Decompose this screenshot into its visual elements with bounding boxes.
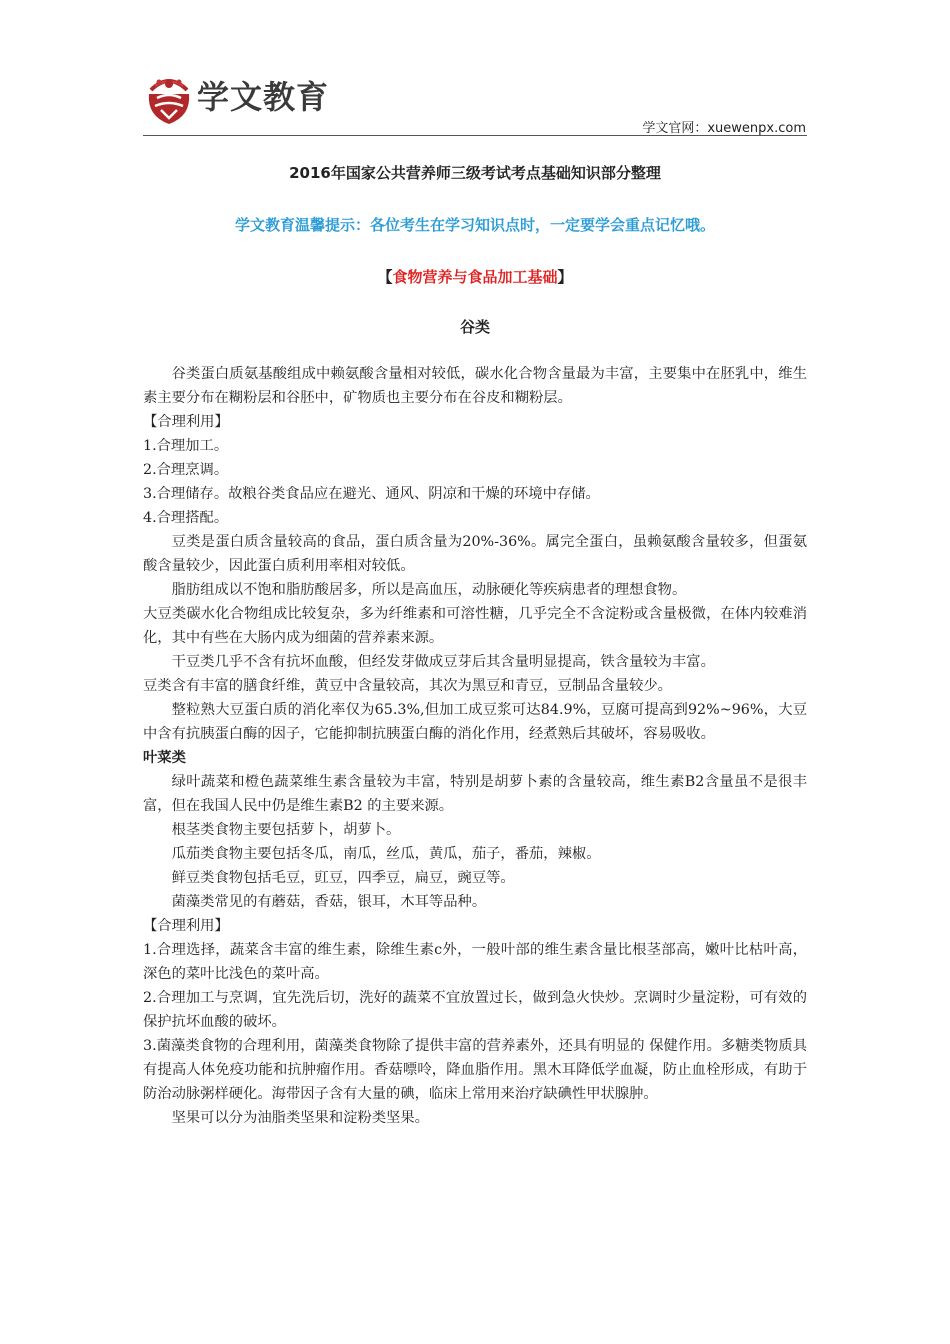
paragraph: 干豆类几乎不含有抗坏血酸，但经发芽做成豆芽后其含量明显提高，铁含量较为丰富。 [171, 654, 715, 670]
header-divider [143, 135, 807, 136]
page-title: 2016年国家公共营养师三级考试考点基础知识部分整理 [289, 164, 661, 182]
paragraph: 豆类含有丰富的膳食纤维，黄豆中含量较高，其次为黑豆和青豆，豆制品含量较少。 [143, 678, 672, 694]
paragraph: 谷类蛋白质氨基酸组成中赖氨酸含量相对较低，碳水化合物含量最为丰富，主要集中在胚乳中，维生素主要分布在糊粉层和谷胚中，矿物质也主要分布在谷皮和糊粉层。 [143, 366, 807, 406]
paragraph-heading: 叶菜类 [143, 750, 186, 766]
paragraph: 坚果可以分为油脂类坚果和淀粉类坚果。 [171, 1110, 429, 1126]
paragraph: 【合理利用】 [143, 414, 229, 430]
site-url: 学文官网：xuewenpx.com [642, 121, 806, 136]
paragraph: 2.合理烹调。 [143, 462, 229, 478]
logo [145, 68, 335, 126]
bracket-open: 【 [377, 268, 393, 286]
paragraph: 菌藻类常见的有蘑菇，香菇，银耳，木耳等品种。 [171, 894, 487, 910]
paragraph: 1.合理选择，蔬菜含丰富的维生素，除维生素c外，一般叶部的维生素含量比根茎部高，嫩叶比枯叶高，深色的菜叶比浅色的菜叶高。 [143, 942, 807, 982]
paragraph: 鲜豆类食物包括毛豆，豇豆，四季豆，扁豆，豌豆等。 [171, 870, 515, 886]
section-heading [143, 266, 807, 287]
paragraph: 豆类是蛋白质含量较高的食品，蛋白质含量为20%-36%。属完全蛋白，虽赖氨酸含量较多，但蛋氨酸含量较少，因此蛋白质利用率相对较低。 [143, 534, 807, 574]
body-text [143, 362, 807, 1130]
paragraph: 脂肪组成以不饱和脂肪酸居多，所以是高血压，动脉硬化等疾病患者的理想食物。 [171, 582, 687, 598]
paragraph: 瓜茄类食物主要包括冬瓜，南瓜，丝瓜，黄瓜，茄子，番茄，辣椒。 [171, 846, 601, 862]
bracket-close: 】 [557, 268, 573, 286]
paragraph: 3.合理储存。故粮谷类食品应在避光、通风、阴凉和干燥的环境中存储。 [143, 486, 600, 502]
paragraph: 1.合理加工。 [143, 438, 229, 454]
logo-text: 学文教育 [197, 78, 330, 116]
reminder-text: 学文教育温馨提示：各位考生在学习知识点时，一定要学会重点记忆哦。 [234, 216, 715, 234]
paragraph: 根茎类食物主要包括萝卜，胡萝卜。 [171, 822, 401, 838]
subheading: 谷类 [459, 318, 490, 336]
paragraph: 绿叶蔬菜和橙色蔬菜维生素含量较为丰富，特别是胡萝卜素的含量较高，维生素B2含量虽不是很丰富，但在我国人民中仍是维生素B2 的主要来源。 [143, 774, 807, 814]
section-heading-label: 食物营养与食品加工基础 [392, 268, 558, 286]
logo-emblem-icon [145, 68, 193, 126]
paragraph: 大豆类碳水化合物组成比较复杂，多为纤维素和可溶性糖，几乎完全不含淀粉或含量极微，在体内较难消化，其中有些在大肠内成为细菌的营养素来源。 [143, 606, 807, 646]
paragraph: 整粒熟大豆蛋白质的消化率仅为65.3%,但加工成豆浆可达84.9%，豆腐可提高到92%~96%，大豆中含有抗胰蛋白酶的因子，它能抑制抗胰蛋白酶的消化作用，经煮熟后其破坏，容易吸收。 [143, 702, 807, 742]
paragraph: 【合理利用】 [143, 918, 229, 934]
paragraph: 2.合理加工与烹调，宜先洗后切，洗好的蔬菜不宜放置过长，做到急火快炒。烹调时少量淀粉，可有效的保护抗坏血酸的破坏。 [143, 990, 807, 1030]
paragraph: 4.合理搭配。 [143, 510, 229, 526]
paragraph: 3.菌藻类食物的合理利用，菌藻类食物除了提供丰富的营养素外，还具有明显的 保健作用。多糖类物质具有提高人体免疫功能和抗肿瘤作用。香菇嘌呤，降血脂作用。黑木耳降低学血凝，防止血栓形成，有助于防治动脉粥样硬化。海带因子含有大量的碘，临床上常用来治疗缺碘性甲状腺肿。 [143, 1038, 807, 1102]
